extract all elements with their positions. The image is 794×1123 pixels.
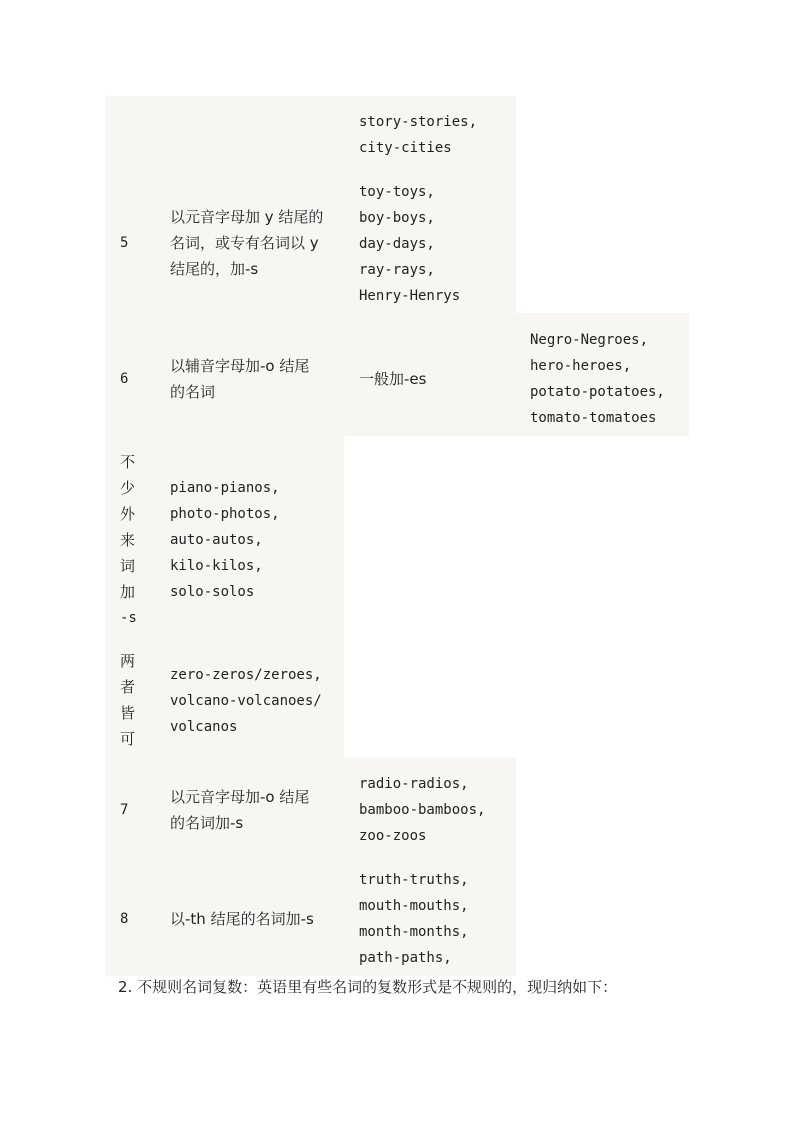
row6c-label-char: 可 [120,730,136,748]
row7-example-3: zoo-zoos [359,828,427,844]
row5-example-5: Henry-Henrys [359,288,461,304]
row5-rule-line3: 结尾的，加-s [170,260,259,278]
row7-rule-line2: 的名词加-s [170,814,244,832]
row7-example-1: radio-radios, [359,776,469,792]
row6-rule-line1: 以辅音字母加-o 结尾 [170,357,310,375]
row6-number: 6 [120,371,129,387]
row5-example-top-2: city-cities [359,140,452,156]
row6c-example-3: volcanos [170,719,238,735]
row6-example-4: tomato-tomatoes [530,410,657,426]
row6c-label-char: 皆 [120,704,136,722]
row5-example-3: day-days, [359,236,435,252]
row6b-label-char: 词 [120,557,136,575]
row5-number: 5 [120,235,129,251]
row8-number: 8 [120,911,129,927]
row8-example-2: mouth-mouths, [359,898,469,914]
row6b-example-5: solo-solos [170,584,255,600]
row6b-label-char: 不 [120,453,136,471]
row5-example-4: ray-rays, [359,262,435,278]
section-heading-irregular-plurals: 2. 不规则名词复数：英语里有些名词的复数形式是不规则的，现归纳如下： [118,978,618,996]
row6b-example-4: kilo-kilos, [170,558,263,574]
row6b-example-2: photo-photos, [170,506,280,522]
row6c-label-char: 者 [120,678,136,696]
row5-rule-line2: 名词，或专有名词以 y [170,234,319,252]
row6-example-1: Negro-Negroes, [530,332,649,348]
row6-example-2: hero-heroes, [530,358,632,374]
row8-example-4: path-paths, [359,950,452,966]
row5-example-2: boy-boys, [359,210,435,226]
row6b-example-1: piano-pianos, [170,480,280,496]
row7-example-2: bamboo-bamboos, [359,802,486,818]
row8-example-3: month-months, [359,924,469,940]
row6b-label-char: 少 [120,479,136,497]
row6b-label-char: 来 [120,531,136,549]
row6c-example-2: volcano-volcanoes/ [170,693,322,709]
row8-example-1: truth-truths, [359,872,469,888]
row5-example-top-1: story-stories, [359,114,478,130]
row6c-example-1: zero-zeros/zeroes, [170,667,322,683]
row8-rule: 以-th 结尾的名词加-s [170,910,314,928]
row6-rule-line2: 的名词 [170,383,216,401]
row6b-label-char: 外 [120,505,136,523]
row5-rule-line1: 以元音字母加 y 结尾的 [170,208,324,226]
row5-example-1: toy-toys, [359,184,435,200]
row7-rule-line1: 以元音字母加-o 结尾 [170,788,310,806]
row6-method: 一般加-es [359,370,427,388]
row6b-label-char: 加 [120,583,136,601]
row6-example-3: potato-potatoes, [530,384,665,400]
row7-number: 7 [120,802,129,818]
row6c-label-char: 两 [120,652,136,670]
row6b-label-char: -s [120,610,137,626]
row6b-example-3: auto-autos, [170,532,263,548]
